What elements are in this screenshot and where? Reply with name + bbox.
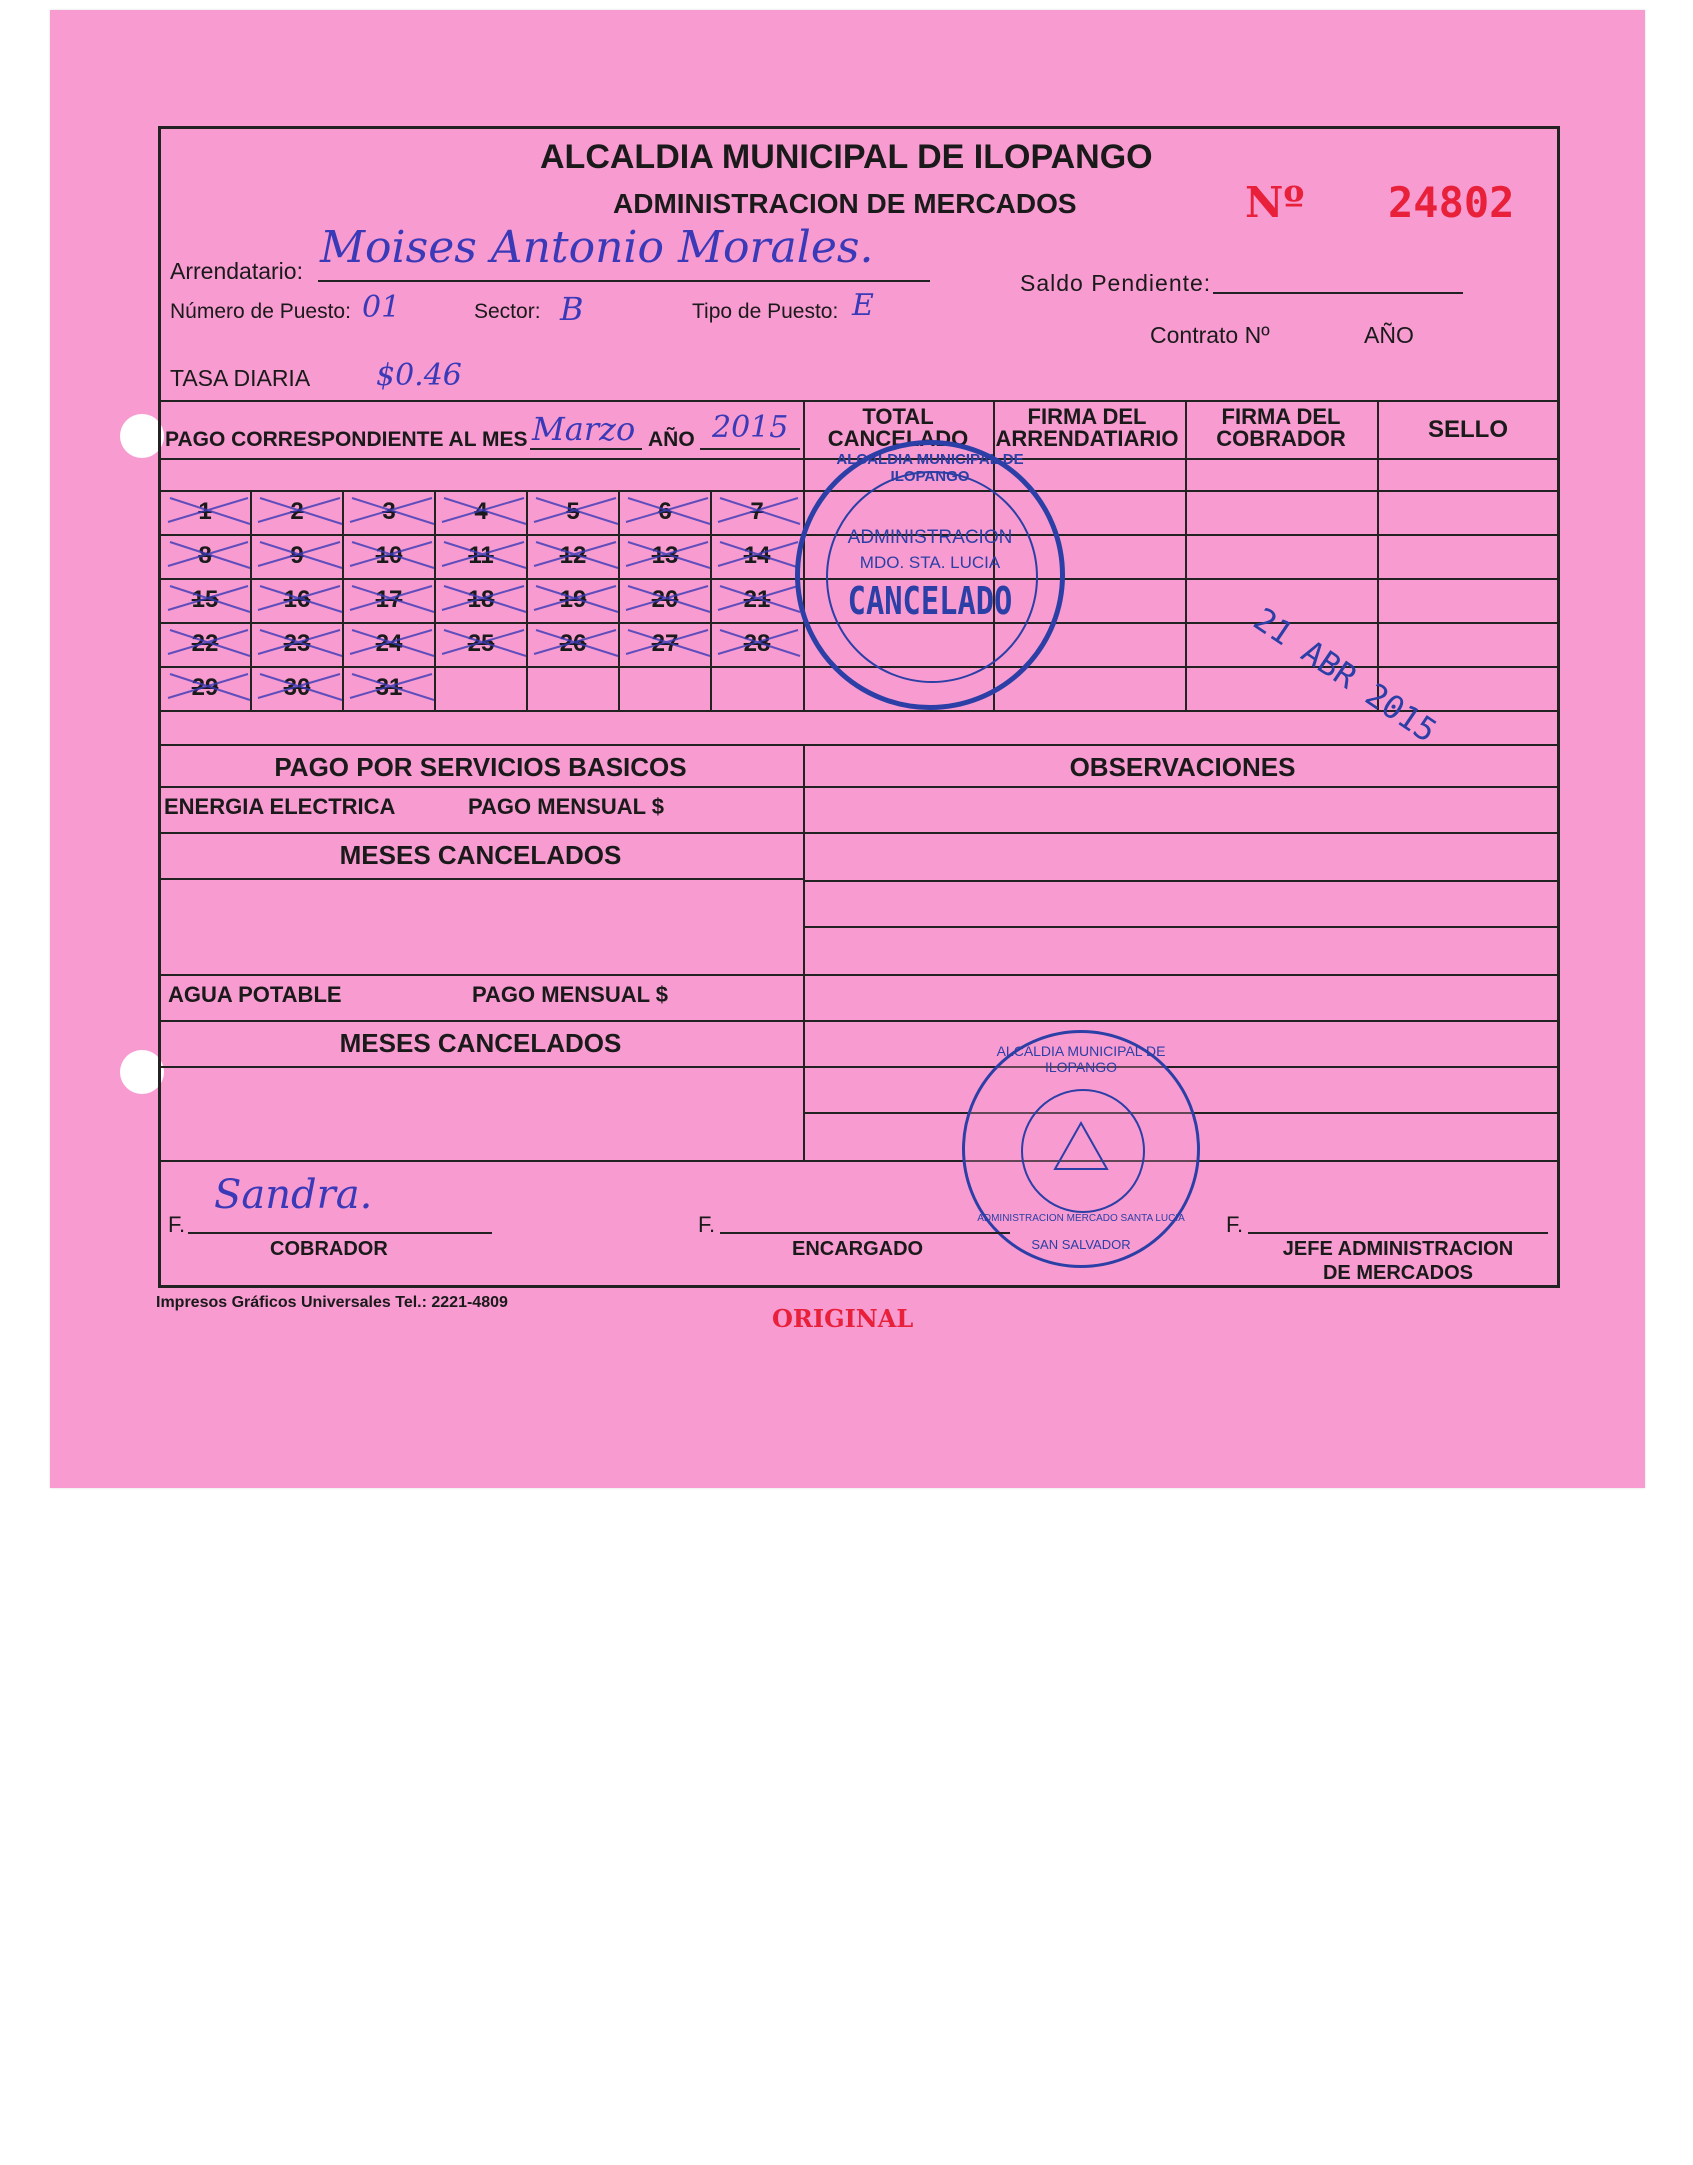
day-cell[interactable]: 21	[743, 586, 771, 613]
jefe-f-prefix: F.	[1226, 1212, 1244, 1237]
day-cell[interactable]: 29	[191, 674, 219, 701]
energia-meses-label: MESES CANCELADOS	[339, 840, 622, 870]
cancelado-stamp-line1: ADMINISTRACION	[847, 527, 1013, 548]
day-cell[interactable]: 14	[743, 542, 771, 569]
day-cell[interactable]: 22	[191, 630, 219, 657]
mes-line	[530, 448, 642, 450]
cancelado-stamp-line2: MDO. STA. LUCIA	[859, 553, 1001, 572]
day-cell[interactable]: 11	[468, 542, 494, 569]
observaciones-line	[803, 926, 1560, 928]
day-cell[interactable]: 26	[559, 630, 587, 657]
cobrador-signature-line	[188, 1232, 492, 1234]
arrendatario-label: Arrendatario:	[170, 258, 303, 284]
day-cell[interactable]: 20	[651, 586, 679, 613]
jefe-signature-line	[1248, 1232, 1548, 1234]
services-row	[158, 1066, 1560, 1068]
day-cross-marks	[158, 490, 808, 710]
day-cell[interactable]: 6	[658, 498, 672, 525]
col-firma-arrendatario: FIRMA DEL ARRENDATIARIO	[995, 404, 1179, 451]
receipt-number-label: Nº	[1245, 178, 1305, 227]
day-cell[interactable]: 8	[198, 542, 212, 569]
encargado-label: ENCARGADO	[792, 1238, 924, 1260]
day-cell[interactable]: 16	[283, 586, 311, 613]
cobrador-f-prefix: F.	[168, 1212, 186, 1237]
divider-sello	[1377, 400, 1379, 710]
cancelado-stamp-ring-text: ALCALDIA MUNICIPAL DE ILOPANGO	[836, 451, 1024, 485]
day-cell[interactable]: 2	[290, 498, 304, 525]
day-cell[interactable]: 1	[198, 498, 212, 525]
observaciones-title: OBSERVACIONES	[1069, 752, 1296, 782]
mes-value[interactable]: Marzo	[532, 410, 636, 448]
copy-label: ORIGINAL	[772, 1304, 914, 1333]
energia-pago-mensual-label: PAGO MENSUAL $	[468, 794, 664, 819]
sector-value[interactable]: B	[560, 290, 584, 328]
grid-line	[158, 710, 1560, 712]
tipo-puesto-value[interactable]: E	[852, 288, 874, 323]
puesto-label: Número de Puesto:	[170, 300, 351, 323]
encargado-f-prefix: F.	[698, 1212, 716, 1237]
day-cell[interactable]: 12	[559, 542, 587, 569]
services-bottom	[158, 1160, 1560, 1162]
day-cell[interactable]: 13	[651, 542, 679, 569]
day-cell[interactable]: 5	[566, 498, 580, 525]
services-row	[158, 1020, 1560, 1022]
anio-pago-label: AÑO	[648, 428, 695, 451]
services-row	[158, 974, 1560, 976]
day-cell[interactable]: 17	[375, 586, 403, 613]
day-cell[interactable]: 24	[375, 630, 403, 657]
day-cell[interactable]: 7	[750, 498, 764, 525]
tasa-diaria-label: TASA DIARIA	[170, 365, 311, 391]
payment-row-top	[158, 400, 1560, 402]
day-cell[interactable]: 9	[290, 542, 304, 569]
jefe-label-line2: DE MERCADOS	[1322, 1262, 1473, 1284]
day-cell[interactable]: 23	[283, 630, 311, 657]
encargado-signature-line	[720, 1232, 1010, 1234]
saldo-label: Saldo Pendiente:	[1020, 270, 1212, 296]
anio-contrato-label: AÑO	[1364, 322, 1414, 348]
arrendatario-line	[318, 280, 930, 282]
day-cell[interactable]: 15	[191, 586, 219, 613]
cancelado-stamp-inner-ring	[826, 471, 1038, 683]
tasa-diaria-value[interactable]: $0.46	[376, 358, 462, 393]
municipality-title: ALCALDIA MUNICIPAL DE ILOPANGO	[540, 138, 1153, 176]
seal-ring-text: ALCALDIA MUNICIPAL DE ILOPANGO	[996, 1043, 1166, 1075]
anio-pago-value[interactable]: 2015	[712, 410, 789, 445]
mes-label: PAGO CORRESPONDIENTE AL MES	[165, 428, 528, 451]
divider-firma-cob	[1185, 400, 1187, 710]
day-cell[interactable]: 3	[382, 498, 396, 525]
arrendatario-value[interactable]: Moises Antonio Morales.	[320, 222, 874, 273]
cancelado-stamp-main: CANCELADO	[847, 579, 1013, 623]
col-sello: SELLO	[1427, 416, 1508, 443]
seal-bottom-text: SAN SALVADOR	[1031, 1237, 1131, 1252]
observaciones-line	[803, 880, 1560, 882]
receipt-number: 24802	[1388, 178, 1515, 227]
day-cell[interactable]: 27	[651, 630, 679, 657]
sello-date-stamp: 21 ABR 2015	[1246, 600, 1444, 751]
day-cell[interactable]: 30	[283, 674, 311, 701]
day-cell[interactable]: 19	[559, 586, 587, 613]
contrato-label: Contrato Nº	[1150, 322, 1270, 348]
services-top	[158, 744, 1560, 746]
day-cell[interactable]: 31	[375, 674, 403, 701]
cobrador-label: COBRADOR	[270, 1238, 388, 1260]
puesto-value[interactable]: 01	[362, 290, 401, 325]
anio-line	[700, 448, 800, 450]
agua-label: AGUA POTABLE	[168, 982, 342, 1007]
day-cell[interactable]: 10	[375, 542, 403, 569]
col-total-cancelado: TOTAL CANCELADO	[827, 404, 969, 451]
sector-label: Sector:	[474, 300, 541, 323]
day-cell[interactable]: 18	[467, 586, 495, 613]
department-subtitle: ADMINISTRACION DE MERCADOS	[613, 188, 1077, 219]
energia-label: ENERGIA ELECTRICA	[164, 794, 396, 819]
cancelado-stamp	[795, 440, 1065, 710]
agua-pago-mensual-label: PAGO MENSUAL $	[472, 982, 668, 1007]
services-row	[158, 832, 1560, 834]
jefe-label-line1: JEFE ADMINISTRACION	[1282, 1238, 1514, 1260]
services-title: PAGO POR SERVICIOS BASICOS	[274, 752, 687, 782]
tipo-puesto-label: Tipo de Puesto:	[692, 300, 839, 323]
saldo-line	[1213, 292, 1463, 294]
services-row	[158, 786, 1560, 788]
day-cell[interactable]: 28	[743, 630, 771, 657]
day-cell[interactable]: 25	[467, 630, 495, 657]
agua-meses-label: MESES CANCELADOS	[339, 1028, 622, 1058]
seal-inner-text: ADMINISTRACION MERCADO SANTA LUCIA	[977, 1213, 1185, 1224]
services-divider	[803, 744, 805, 1160]
col-firma-cobrador: FIRMA DEL COBRADOR	[1216, 404, 1346, 451]
seal-triangle-emblem	[1051, 1117, 1111, 1177]
day-cell[interactable]: 4	[474, 498, 488, 525]
services-row	[158, 878, 803, 880]
printer-info: Impresos Gráficos Universales Tel.: 2221-4809	[156, 1294, 508, 1311]
cobrador-signature[interactable]: Sandra.	[214, 1172, 373, 1218]
